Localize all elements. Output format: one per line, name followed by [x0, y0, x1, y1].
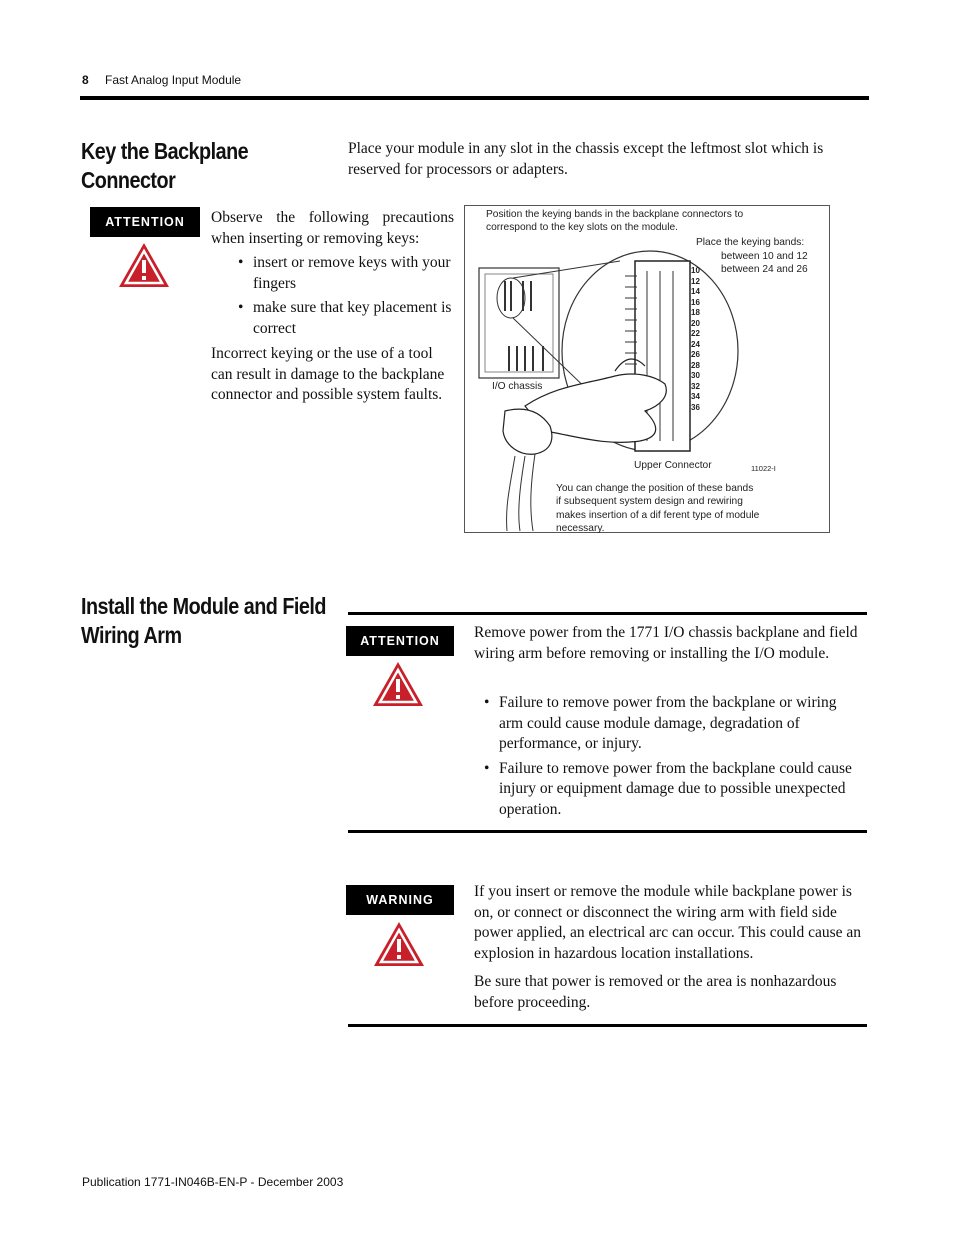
keying-figure — [464, 205, 830, 533]
running-header-title: Fast Analog Input Module — [105, 73, 242, 87]
attention-top-rule — [348, 612, 867, 615]
pin-number: 24 — [691, 339, 700, 349]
warning-bottom-rule — [348, 1024, 867, 1027]
attention-intro-text: Observe the following precautions when inserting or removing keys: — [211, 209, 454, 247]
io-chassis-label: I/O chassis — [492, 381, 543, 392]
pin-number: 32 — [691, 381, 700, 391]
warning-text: If you insert or remove the module while backplane power is on, or connect or disconnect the wiring arm with field side power applied, an electrical arc can occur. This could cause an explosion in hazardous location installations. — [474, 883, 862, 962]
figure-caption-bottom: You can change the position of these bands if subsequent system design and rewiring makes insertion of a dif ferent type of module necessary. — [556, 483, 760, 534]
warning-badge: WARNING — [346, 885, 454, 915]
pin-number: 12 — [691, 276, 700, 286]
section-heading-key-backplane: Key the Backplane Connector — [81, 138, 249, 193]
pin-number: 34 — [691, 392, 700, 401]
attention-text: Remove power from the 1771 I/O chassis backplane and field wiring arm before removing or installing the I/O module. — [474, 624, 858, 662]
warning-triangle-icon — [372, 920, 426, 968]
list-item: • Failure to remove power from the backplane or wiring arm could cause module damage, degradation of performance, or injury. — [484, 693, 864, 755]
list-item: • Failure to remove power from the backplane could cause injury or equipment damage due to possible unexpected operation. — [484, 759, 864, 821]
attention-outro-text: Incorrect keying or the use of a tool can result in damage to the backplane connector and possible system faults. — [211, 345, 445, 403]
pin-number-column — [691, 266, 715, 413]
page-number: 8 — [82, 73, 89, 87]
keying-instruction-line1: between 10 and 12 — [721, 251, 808, 262]
pin-number: 30 — [691, 371, 700, 380]
pin-number: 28 — [691, 360, 700, 370]
pin-number: 22 — [691, 329, 700, 338]
keying-instruction-title: Place the keying bands: — [696, 237, 805, 248]
attention-badge: ATTENTION — [90, 207, 200, 237]
section-heading-install-module: Install the Module and Field Wiring Arm — [81, 593, 326, 648]
publication-footer: Publication 1771-IN046B-EN-P - December 2003 — [82, 1175, 344, 1189]
pin-number: 10 — [691, 266, 700, 275]
upper-connector-label: Upper Connector — [634, 460, 712, 471]
warning-triangle-icon — [371, 660, 425, 708]
list-item: • make sure that key placement is correct — [238, 298, 456, 339]
attention-bullet-list — [484, 693, 864, 820]
pin-number: 20 — [691, 318, 700, 328]
header-rule — [80, 96, 869, 100]
keying-instruction-line2: between 24 and 26 — [721, 264, 808, 275]
list-item: • insert or remove keys with your fingers — [238, 253, 456, 294]
figure-id: 11022-I — [751, 464, 776, 473]
attention-badge: ATTENTION — [346, 626, 454, 656]
pin-number: 16 — [691, 297, 700, 307]
figure-caption-top: Position the keying bands in the backplane connectors to correspond to the key slots on the module. — [486, 209, 744, 234]
warning-triangle-icon — [117, 241, 171, 289]
attention-bottom-rule — [348, 830, 867, 833]
pin-number: 26 — [691, 350, 700, 359]
pin-number: 36 — [691, 402, 700, 412]
section-intro-text: Place your module in any slot in the chassis except the leftmost slot which is reserved for processors or adapters. — [348, 140, 824, 178]
warning-text-secondary: Be sure that power is removed or the area is nonhazardous before proceeding. — [474, 973, 837, 1011]
pin-number: 14 — [691, 287, 700, 296]
pin-number: 18 — [691, 308, 700, 317]
attention-bullet-list — [238, 253, 456, 339]
